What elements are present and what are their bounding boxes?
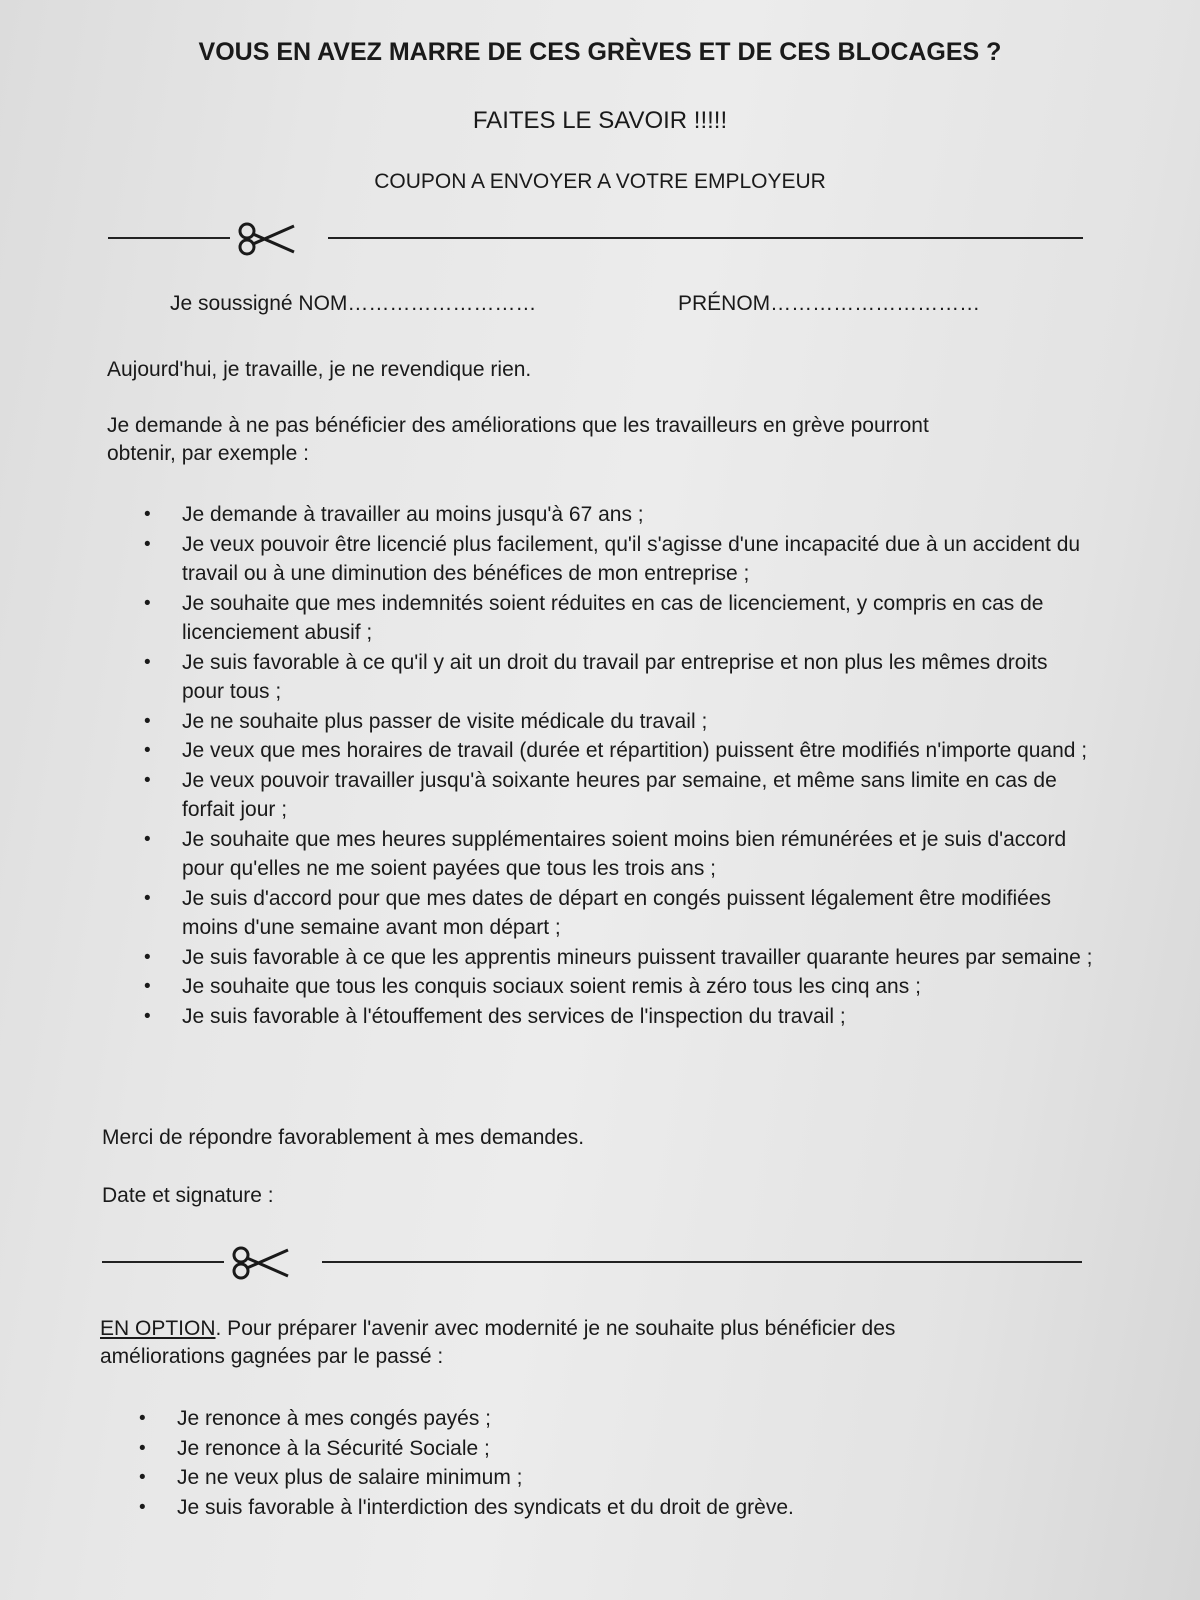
scissors-icon (230, 1246, 292, 1280)
cut-line-top (108, 226, 1083, 248)
demand-item: • Je souhaite que tous les conquis sociaux soient remis à zéro tous les cinq ans ; (105, 972, 1095, 1002)
demand-item: • Je veux pouvoir travailler jusqu'à soixante heures par semaine, et même sans limite en cas de forfait jour ; (105, 766, 1095, 825)
option-item: • Je ne veux plus de salaire minimum ; (100, 1463, 1090, 1493)
demand-item: • Je souhaite que mes indemnités soient réduites en cas de licenciement, y compris en cas de licenciement abusif ; (105, 589, 1095, 648)
option-item: • Je renonce à la Sécurité Sociale ; (100, 1434, 1090, 1464)
option-item: • Je renonce à mes congés payés ; (100, 1404, 1090, 1434)
option-text-line-2: améliorations gagnées par le passé : (100, 1345, 444, 1368)
thanks-text: Merci de répondre favorablement à mes demandes. (102, 1126, 585, 1149)
option-text: . Pour préparer l'avenir avec modernité je ne souhaite plus bénéficier des (215, 1317, 896, 1340)
demand-item: • Je souhaite que mes heures supplémentaires soient moins bien rémunérées et je suis d'accord pour qu'elles ne me soient payées que tous les trois ans ; (105, 825, 1095, 884)
option-text-line-1 (100, 1317, 895, 1341)
firstname-field: PRÉNOM………………………… (678, 292, 981, 315)
cut-line-dash-right (322, 1261, 1082, 1263)
option-item: • Je suis favorable à l'interdiction des syndicats et du droit de grève. (100, 1493, 1090, 1523)
cut-line-bottom (102, 1250, 1082, 1272)
signature-label: Date et signature : (102, 1184, 274, 1207)
scissors-icon (236, 222, 298, 256)
document-subtitle: FAITES LE SAVOIR !!!!! (472, 107, 728, 134)
cut-line-dash-right (328, 237, 1083, 239)
demand-item: • Je suis favorable à ce que les apprentis mineurs puissent travailler quarante heures par semaine ; (105, 943, 1095, 973)
demands-list (105, 500, 1095, 1031)
coupon-heading: COUPON A ENVOYER A VOTRE EMPLOYEUR (374, 170, 826, 193)
demand-item: • Je suis favorable à l'étouffement des services de l'inspection du travail ; (105, 1002, 1095, 1032)
option-list (100, 1404, 1090, 1522)
cut-line-dash-left (102, 1261, 224, 1263)
demand-item: • Je veux pouvoir être licencié plus facilement, qu'il s'agisse d'une incapacité due à un accident du travail ou à une diminution des bénéfices de mon entreprise ; (105, 530, 1095, 589)
demand-item: • Je veux que mes horaires de travail (durée et répartition) puissent être modifiés n'importe quand ; (105, 736, 1095, 766)
request-text-line-1: Je demande à ne pas bénéficier des améliorations que les travailleurs en grève pourront (107, 414, 929, 437)
cut-line-dash-left (108, 237, 230, 239)
request-text-line-2: obtenir, par exemple : (107, 442, 309, 465)
document-title: VOUS EN AVEZ MARRE DE CES GRÈVES ET DE CES BLOCAGES ? (198, 38, 1002, 66)
demand-item: • Je ne souhaite plus passer de visite médicale du travail ; (105, 707, 1095, 737)
demand-item: • Je suis d'accord pour que mes dates de départ en congés puissent légalement être modifiées moins d'une semaine avant mon départ ; (105, 884, 1095, 943)
demand-item: • Je suis favorable à ce qu'il y ait un droit du travail par entreprise et non plus les mêmes droits pour tous ; (105, 648, 1095, 707)
demand-item: • Je demande à travailler au moins jusqu'à 67 ans ; (105, 500, 1095, 530)
name-field: Je soussigné NOM……………………… (170, 292, 537, 315)
option-label: EN OPTION (100, 1317, 216, 1340)
intro-text: Aujourd'hui, je travaille, je ne revendique rien. (107, 358, 532, 381)
